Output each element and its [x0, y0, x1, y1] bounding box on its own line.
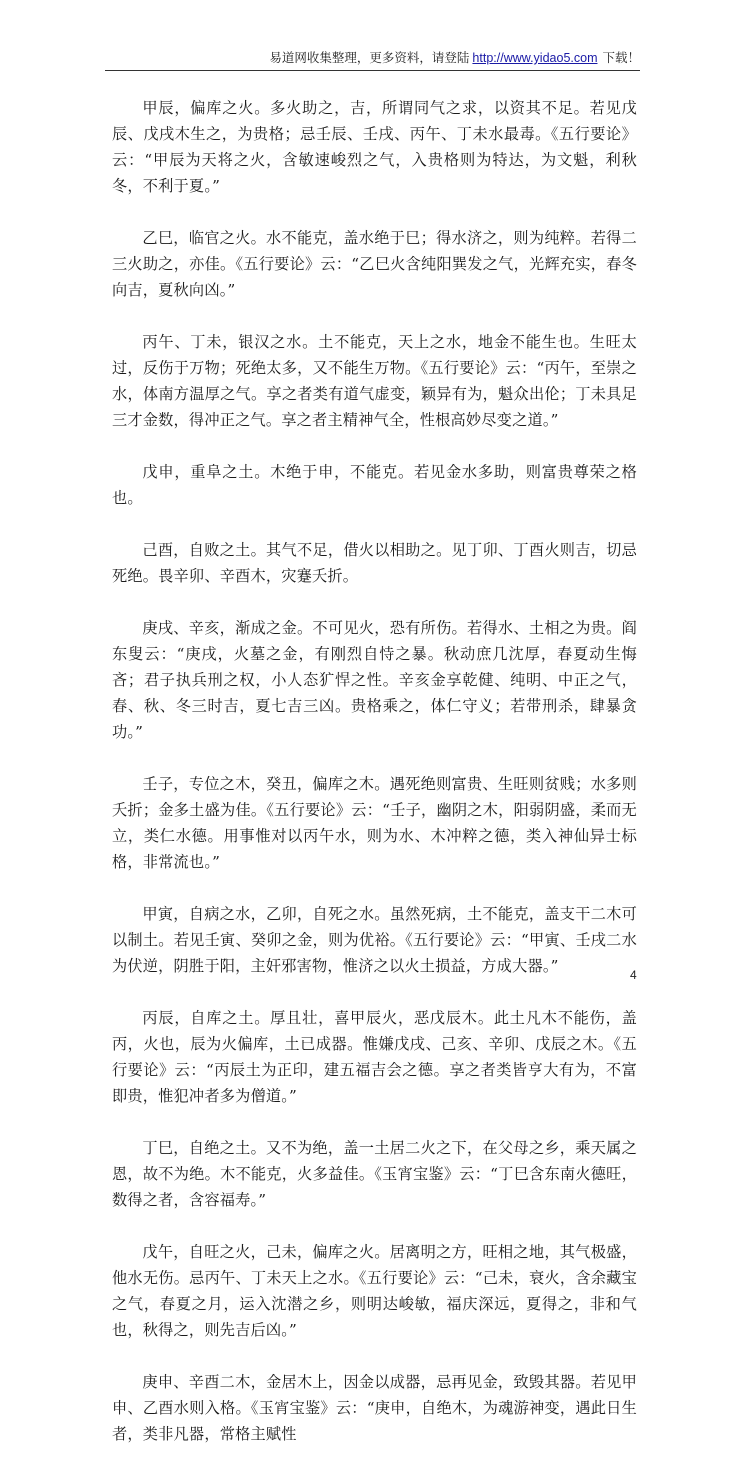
header-suffix: 下载！	[602, 50, 640, 65]
paragraph: 戊申，重阜之土。木绝于申，不能克。若见金水多助，则富贵尊荣之格也。	[112, 463, 637, 507]
paragraph: 戊午，自旺之火，己未，偏库之火。居离明之方，旺相之地，其气极盛，他水无伤。忌丙午、丁未天上之水。《五行要论》云：“己未，衰火，含余藏宝之气，春夏之月，运入沈潜之乡，则明达峻敏，福庆深远，夏得之，非和气也，秋得之，则先吉后凶。”	[112, 1243, 637, 1339]
paragraph: 丁巳，自绝之土。又不为绝，盖一土居二火之下，在父母之乡，乘天属之恩，故不为绝。木不能克，火多益佳。《玉宵宝鉴》云：“丁巳含东南火德旺，数得之者，含容福寿。”	[112, 1139, 637, 1209]
page-header	[105, 48, 640, 71]
paragraph: 庚申、辛酉二木，金居木上，因金以成器，忌再见金，致毁其器。若见甲申、乙酉水则入格。《玉宵宝鉴》云：“庚申，自绝木，为魂游神变，遇此日生者，类非凡器，常格主赋性	[112, 1373, 637, 1443]
paragraph: 庚戌、辛亥，渐成之金。不可见火，恐有所伤。若得水、土相之为贵。阎东叟云：“庚戌，火墓之金，有刚烈自恃之暴。秋动庶几沈厚，春夏动生悔吝；君子执兵刑之权，小人态犷悍之性。辛亥金享乾健、纯明、中正之气，春、秋、冬三时吉，夏七吉三凶。贵格乘之，体仁守义；若带刑杀，肆暴贪功。”	[112, 619, 637, 741]
paragraph: 甲辰，偏库之火。多火助之，吉，所谓同气之求，以资其不足。若见戊辰、戊戌木生之，为贵格；忌壬辰、壬戌、丙午、丁未水最毒。《五行要论》云：“甲辰为天将之火，含敏速峻烈之气，入贵格则为特达，为文魁，利秋冬，不利于夏。”	[112, 99, 637, 195]
paragraph: 甲寅，自病之水，乙卯，自死之水。虽然死病，土不能克，盖支干二木可以制土。若见壬寅、癸卯之金，则为优裕。《五行要论》云：“甲寅、壬戌二水为伏逆，阴胜于阳，主奸邪害物，惟济之以火土损益，方成大器。”	[112, 905, 637, 975]
paragraph: 乙巳，临官之火。水不能克，盖水绝于巳；得水济之，则为纯粹。若得二三火助之，亦佳。《五行要论》云：“乙巳火含纯阳巽发之气，光辉充实，春冬向吉，夏秋向凶。”	[112, 229, 637, 299]
paragraph: 己酉，自败之土。其气不足，借火以相助之。见丁卯、丁酉火则吉，切忌死绝。畏辛卯、辛酉木，灾蹇夭折。	[112, 541, 637, 585]
paragraph: 丙午、丁未，银汉之水。土不能克，天上之水，地金不能生也。生旺太过，反伤于万物；死绝太多，又不能生万物。《五行要论》云：“丙午，至崇之水，体南方温厚之气。享之者类有道气虚变，颖异有为，魁众出伦；丁未具足三才金数，得冲正之气。享之者主精神气全，性根高妙尽变之道。”	[112, 333, 637, 429]
header-text: 易道网收集整理，更多资料，请登陆	[269, 50, 470, 65]
website-link[interactable]: http://www.yidao5.com	[472, 51, 598, 65]
document-body	[112, 95, 637, 1473]
paragraph: 丙辰，自库之土。厚且壮，喜甲辰火，恶戊辰木。此土凡木不能伤，盖丙，火也，辰为火偏库，土已成器。惟嫌戊戌、己亥、辛卯、戊辰之木。《五行要论》云：“丙辰土为正印，建五福吉会之德。享之者类皆亨大有为，不富即贵，惟犯冲者多为僧道。”	[112, 1009, 637, 1105]
page-number: 4	[630, 968, 637, 982]
paragraph: 壬子，专位之木，癸丑，偏库之木。遇死绝则富贵、生旺则贫贱；水多则夭折；金多土盛为佳。《五行要论》云：“壬子，幽阴之木，阳弱阴盛，柔而无立，类仁水德。用事惟对以丙午水，则为水、木冲粹之德，类入神仙异士标格，非常流也。”	[112, 775, 637, 871]
